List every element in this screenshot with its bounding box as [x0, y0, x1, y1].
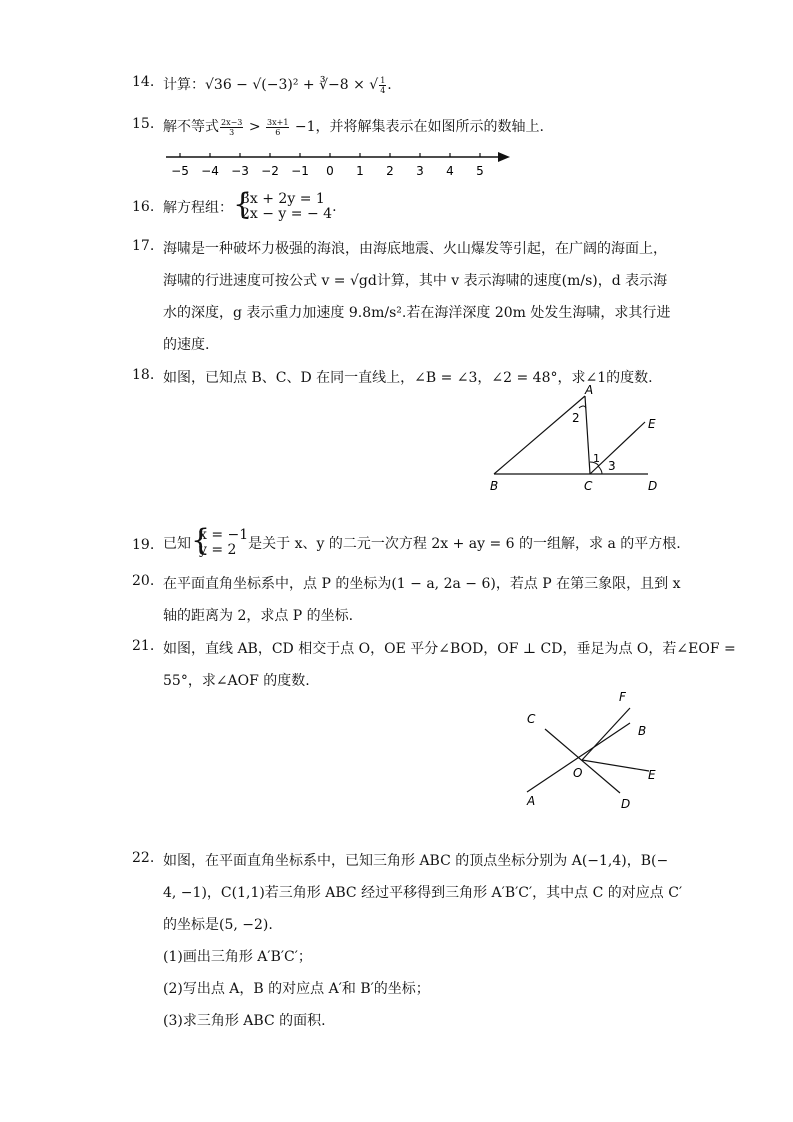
number-line-tick-label: −5 — [171, 164, 189, 178]
line-cd — [545, 729, 620, 793]
denominator: 3 — [229, 127, 235, 137]
number-line-tick-label: −3 — [231, 164, 249, 178]
question-line: 如图，直线 AB，CD 相交于点 O，OE 平分∠BOD，OF ⊥ CD，垂足为点 O，若∠EOF = — [163, 641, 736, 657]
question-18-text: 如图，已知点 B、C、D 在同一直线上，∠B = ∠3，∠2 = 48°，求∠1的度数. — [163, 370, 653, 386]
label-f: F — [619, 690, 626, 704]
equation: x = −1 — [199, 527, 249, 543]
question-line: 水的深度，g 表示重力加速度 9.8m/s².若在海洋深度 20m 处发生海啸，求其行进 — [163, 305, 671, 321]
number-line-tick-label: −4 — [201, 164, 219, 178]
question-16-text — [163, 187, 337, 222]
label-b: B — [638, 724, 647, 738]
question-line: (1)画出三角形 A′B′C′； — [163, 949, 312, 965]
label-d: D — [621, 797, 631, 811]
question-number: 19. — [132, 537, 155, 553]
angle-mark-3 — [598, 466, 602, 474]
figure-21 — [515, 685, 675, 815]
equation: 2x − y = − 4 — [241, 206, 333, 222]
period: . — [332, 199, 337, 215]
label-e: E — [648, 417, 656, 431]
period: . — [387, 77, 392, 93]
question-line: 如图，在平面直角坐标系中，已知三角形 ABC 的顶点坐标分别为 A(−1,4)，B(− — [163, 853, 669, 869]
question-line: 海啸的行进速度可按公式 v = √gd计算，其中 v 表示海啸的速度(m/s)，d 表示海 — [163, 273, 668, 289]
brace-symbol: { — [233, 187, 253, 222]
question-15-text — [163, 116, 544, 137]
question-number: 17. — [132, 238, 155, 254]
math-operator: > — [244, 119, 266, 135]
label-o: O — [573, 766, 583, 780]
numerator: 3x+1 — [267, 117, 289, 127]
question-line: (2)写出点 A，B 的对应点 A′和 B′的坐标； — [163, 981, 430, 997]
number-line-tick-label: 4 — [446, 164, 454, 178]
label-a: A — [585, 383, 594, 397]
line-ba — [494, 396, 585, 474]
question-line: 55°，求∠AOF 的度数. — [163, 673, 310, 689]
question-line: 海啸是一种破坏力极强的海浪，由海底地震、火山爆发等引起，在广阔的海面上， — [163, 241, 667, 257]
question-19-text — [163, 523, 681, 558]
number-line-arrow — [498, 152, 510, 162]
question-line: 的坐标是(5, −2). — [163, 917, 273, 933]
label-e: E — [648, 768, 656, 782]
equation: y = 2 — [199, 542, 237, 558]
brace-symbol: { — [191, 523, 211, 558]
denominator: 4 — [380, 85, 386, 95]
line-of — [582, 708, 630, 760]
number-line-tick-label: 0 — [326, 164, 334, 178]
sqrt-symbol: √ — [369, 77, 379, 93]
math-expression: √36 − √(−3)² + ∛−8 × — [205, 77, 370, 93]
question-text: 是关于 x、y 的二元一次方程 2x + ay = 6 的一组解，求 a 的平方根. — [248, 536, 681, 552]
fraction — [220, 118, 243, 137]
number-line-tick-label: 5 — [476, 164, 484, 178]
equation-system — [191, 523, 249, 558]
number-line-tick-label: −2 — [261, 164, 279, 178]
number-line-tick-label: −1 — [291, 164, 309, 178]
question-number: 22. — [132, 850, 155, 866]
numerator: 1 — [380, 75, 386, 85]
question-text: 解方程组： — [163, 200, 233, 216]
label-c: C — [584, 479, 593, 493]
equation: 3x + 2y = 1 — [241, 191, 325, 207]
figure-18 — [480, 382, 680, 494]
equation-system — [233, 187, 333, 222]
numerator: 2x−3 — [221, 117, 243, 127]
number-line-tick-label: 3 — [416, 164, 424, 178]
question-number: 21. — [132, 638, 155, 654]
question-text: 计算： — [163, 77, 205, 93]
label-angle-2: 2 — [572, 411, 580, 425]
label-a: A — [527, 794, 536, 808]
question-line: (3)求三角形 ABC 的面积. — [163, 1013, 326, 1029]
question-line: 轴的距离为 2，求点 P 的坐标. — [163, 608, 354, 624]
number-line-tick-label: 1 — [356, 164, 364, 178]
question-line: 的速度. — [163, 337, 210, 353]
angle-mark-2 — [579, 406, 586, 408]
question-text: 解不等式 — [163, 119, 219, 135]
label-angle-3: 3 — [608, 459, 616, 473]
question-line: 在平面直角坐标系中，点 P 的坐标为(1 − a, 2a − 6)，若点 P 在第三象限，且到 x — [163, 576, 681, 592]
question-line: 4, −1)，C(1,1)若三角形 ABC 经过平移得到三角形 A′B′C′，其中点 C 的对应点 C′ — [163, 885, 683, 901]
label-d: D — [648, 479, 658, 493]
fraction — [266, 118, 289, 137]
question-number: 16. — [132, 199, 155, 215]
label-b: B — [490, 479, 499, 493]
question-number: 15. — [132, 116, 155, 132]
question-14-text — [163, 74, 392, 95]
question-number: 18. — [132, 367, 155, 383]
denominator: 6 — [275, 127, 281, 137]
label-c: C — [527, 712, 536, 726]
question-text: −1，并将解集表示在如图所示的数轴上. — [290, 119, 544, 135]
fraction — [379, 76, 386, 95]
number-line-tick-label: 2 — [386, 164, 394, 178]
question-number: 14. — [132, 74, 155, 90]
label-angle-1: 1 — [593, 452, 600, 465]
number-line — [160, 146, 520, 180]
question-number: 20. — [132, 573, 155, 589]
question-text: 已知 — [163, 536, 191, 552]
